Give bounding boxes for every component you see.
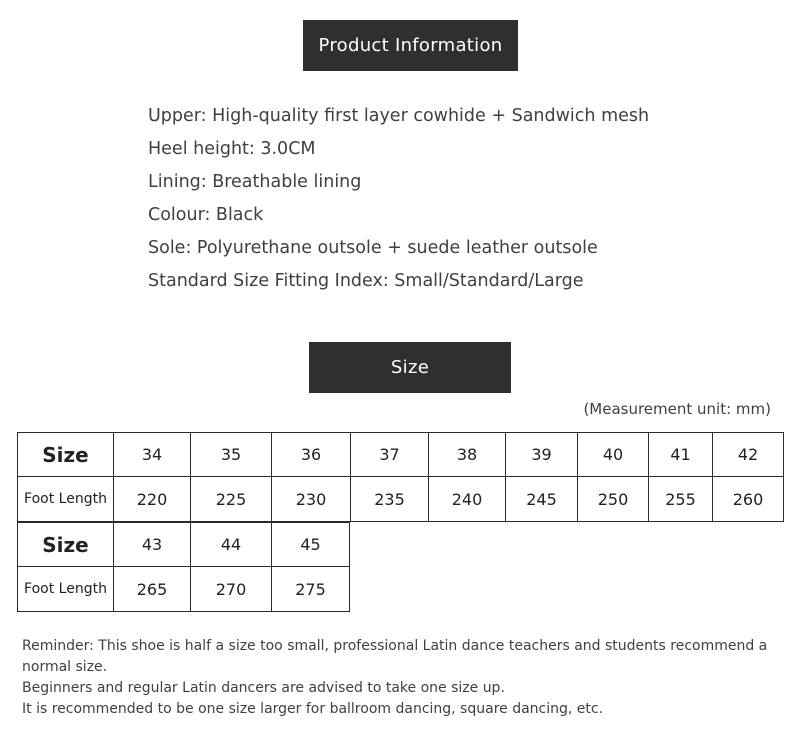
size-cell: 45	[272, 523, 350, 567]
reminder-notes	[22, 636, 782, 720]
size-label-cell: Size	[18, 433, 114, 477]
foot-length-cell: 220	[114, 477, 191, 522]
size-cell: 35	[191, 433, 272, 477]
size-row	[18, 433, 784, 477]
size-cell: 34	[114, 433, 191, 477]
size-banner	[309, 342, 511, 393]
beginner-note: Beginners and regular Latin dancers are advised to take one size up.	[22, 680, 505, 696]
size-cell: 40	[578, 433, 649, 477]
foot-length-cell: 255	[649, 477, 713, 522]
info-lining: Lining: Breathable lining	[148, 172, 362, 192]
info-sole: Sole: Polyurethane outsole + suede leather outsole	[148, 238, 598, 258]
size-cell: 42	[713, 433, 784, 477]
measurement-unit-note: (Measurement unit: mm)	[583, 400, 771, 418]
foot-length-cell: 235	[351, 477, 429, 522]
foot-length-cell: 225	[191, 477, 272, 522]
size-label-cell: Size	[18, 523, 114, 567]
foot-length-cell: 250	[578, 477, 649, 522]
product-information-banner	[303, 20, 518, 71]
info-heel-height: Heel height: 3.0CM	[148, 139, 316, 159]
info-colour: Colour: Black	[148, 205, 264, 225]
size-cell: 39	[506, 433, 578, 477]
foot-length-cell: 265	[114, 567, 191, 612]
size-table-bottom	[17, 522, 350, 612]
size-table-top	[17, 432, 784, 522]
info-fitting-index: Standard Size Fitting Index: Small/Standard/Large	[148, 271, 584, 291]
foot-length-cell: 240	[429, 477, 506, 522]
size-cell: 43	[114, 523, 191, 567]
product-info-list	[148, 100, 649, 298]
foot-length-cell: 275	[272, 567, 350, 612]
foot-length-label-cell: Foot Length	[18, 567, 114, 612]
foot-length-row	[18, 567, 350, 612]
size-cell: 41	[649, 433, 713, 477]
size-cell: 44	[191, 523, 272, 567]
foot-length-cell: 270	[191, 567, 272, 612]
size-cell: 36	[272, 433, 351, 477]
reminder-note: Reminder: This shoe is half a size too small, professional Latin dance teachers and students recommend a normal size.	[22, 638, 768, 675]
size-title: Size	[390, 357, 430, 378]
ballroom-note: It is recommended to be one size larger for ballroom dancing, square dancing, etc.	[22, 701, 604, 717]
foot-length-cell: 230	[272, 477, 351, 522]
foot-length-label-cell: Foot Length	[18, 477, 114, 522]
foot-length-row	[18, 477, 784, 522]
size-row	[18, 523, 350, 567]
foot-length-cell: 245	[506, 477, 578, 522]
info-upper: Upper: High-quality first layer cowhide + Sandwich mesh	[148, 106, 650, 126]
size-cell: 37	[351, 433, 429, 477]
product-information-title: Product Information	[318, 35, 503, 56]
foot-length-cell: 260	[713, 477, 784, 522]
size-cell: 38	[429, 433, 506, 477]
